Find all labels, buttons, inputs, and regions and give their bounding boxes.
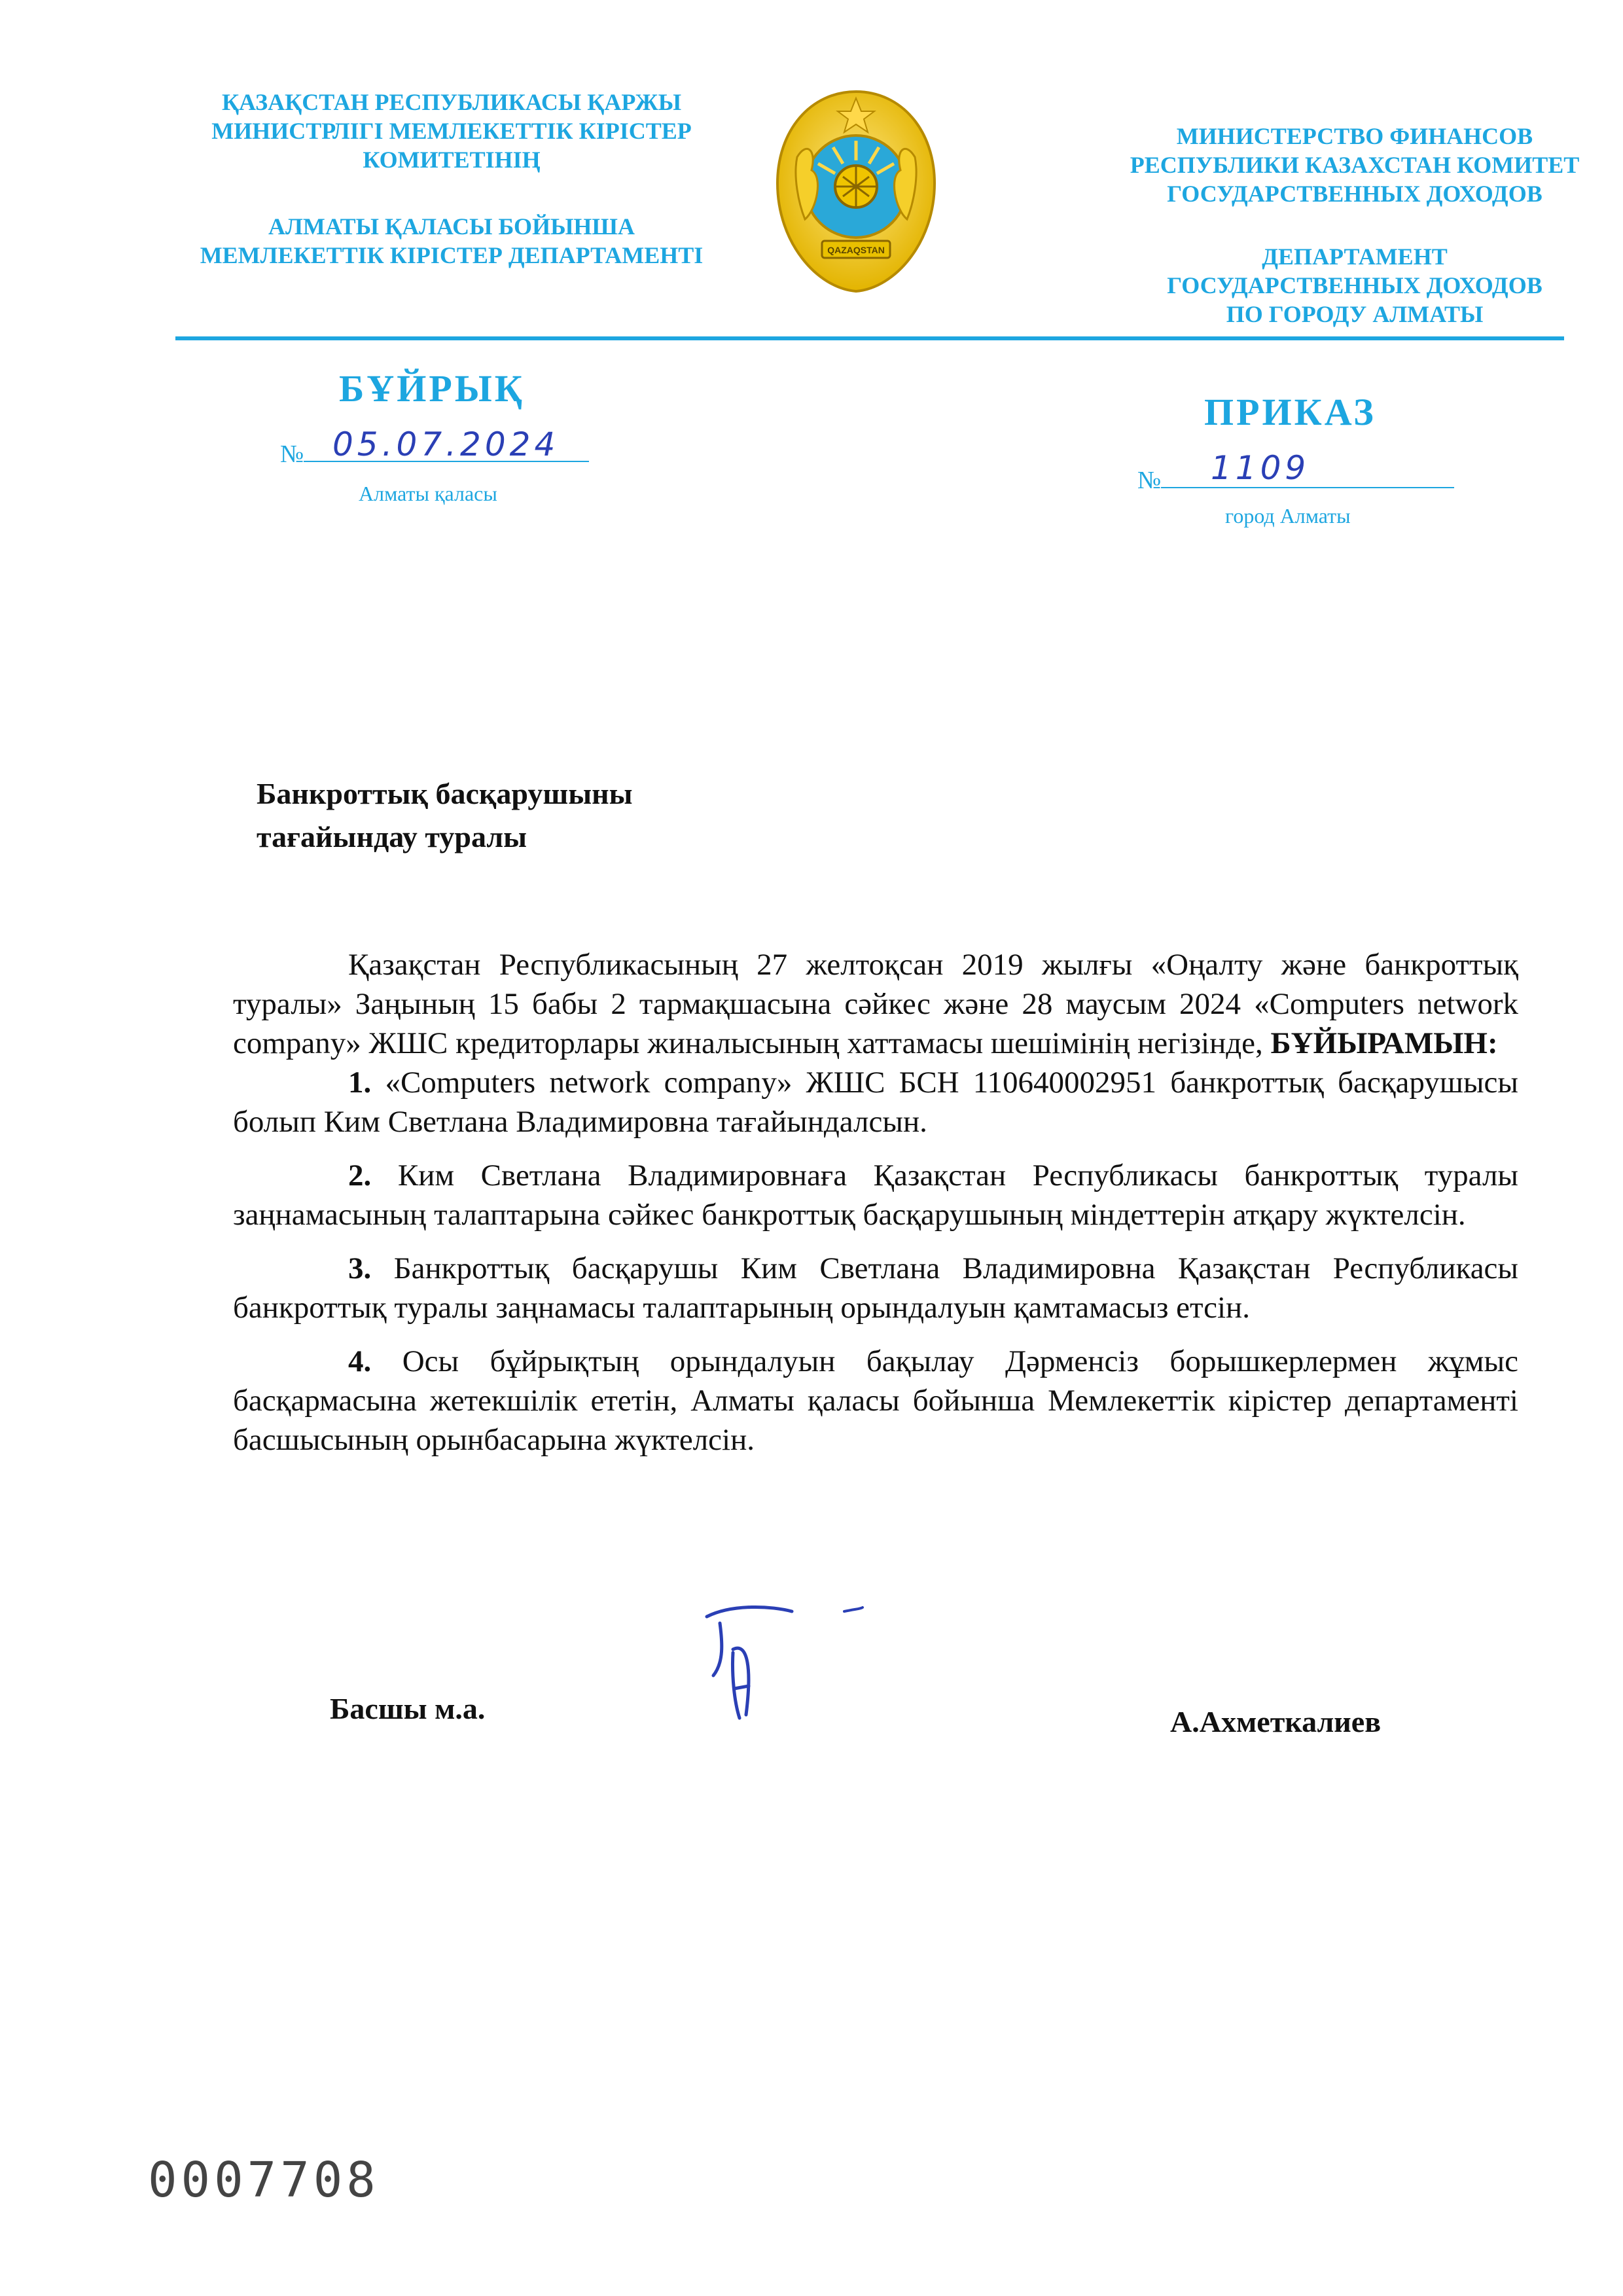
list-item [233, 1249, 1518, 1327]
order-body [233, 945, 1518, 1460]
handwritten-signature-icon [694, 1597, 864, 1741]
intro-text: Қазақстан Республикасының 27 желтоқсан 2019 жылғы «Оңалту және банкроттық туралы» Заңының 15 бабы 2 тармақшасына сәйкес және 28 маусым 2024 «Computers network company» ЖШС кредиторлары жиналысының хаттамасы шешімінің негізінде, [233, 948, 1518, 1060]
city-kz: Алматы қаласы [359, 482, 497, 505]
list-item [233, 1342, 1518, 1460]
item-number: 1. [348, 1066, 372, 1100]
header-left-line: МЕМЛЕКЕТТІК КІРІСТЕР ДЕПАРТАМЕНТІ [200, 242, 704, 268]
header-right-line: ГОСУДАРСТВЕННЫХ ДОХОДОВ [1167, 181, 1543, 207]
header-right-line: ГОСУДАРСТВЕННЫХ ДОХОДОВ [1167, 272, 1543, 298]
state-emblem-icon [771, 79, 941, 301]
header-right-ru [1060, 122, 1623, 329]
signature-role: Басшы м.а. [330, 1692, 486, 1725]
subject-line: Банкроттық басқарушыны [257, 777, 633, 810]
item-text: Банкроттық басқарушы Ким Светлана Владимировна Қазақстан Республикасы банкроттық туралы заңнамасы талаптарының орындалуын қамтамасыз етсін. [233, 1251, 1518, 1325]
number-sign: № [280, 440, 304, 468]
list-item [233, 1063, 1518, 1141]
header-left-line: КОМИТЕТІНІҢ [363, 147, 541, 173]
intro-bold: БҰЙЫРАМЫН: [1270, 1026, 1498, 1060]
serial-number: 0007708 [148, 2152, 380, 2208]
city-ru: город Алматы [1225, 504, 1351, 528]
header-right-line: ПО ГОРОДУ АЛМАТЫ [1226, 301, 1484, 327]
header-left-kz [157, 88, 746, 270]
handwritten-date: 05.07.2024 [332, 425, 560, 463]
header-left-line: ҚАЗАҚСТАН РЕСПУБЛИКАСЫ ҚАРЖЫ [221, 89, 682, 115]
header-right-line: РЕСПУБЛИКИ КАЗАХСТАН КОМИТЕТ [1130, 152, 1580, 178]
header-right-line: ДЕПАРТАМЕНТ [1262, 243, 1448, 270]
item-text: Осы бұйрықтың орындалуын бақылау Дәрменсіз борышкерлермен жұмыс басқармасына жетекшілік ететін, Алматы қаласы бойынша Мемлекеттік кірістер департаменті басшысының орынбасарына жүктелсін. [233, 1344, 1518, 1457]
item-number: 4. [348, 1344, 372, 1378]
signatory-name: А.Ахметкалиев [1170, 1705, 1382, 1738]
order-title-kz: БҰЙРЫҚ [339, 367, 525, 410]
header-right-line: МИНИСТЕРСТВО ФИНАНСОВ [1176, 123, 1533, 149]
item-text: Ким Светлана Владимировнаға Қазақстан Республикасы банкроттық туралы заңнамасының талаптарына сәйкес банкроттық басқарушының міндеттерін атқару жүктелсін. [233, 1158, 1518, 1232]
intro-paragraph [233, 945, 1518, 1063]
header-left-line: МИНИСТРЛІГІ МЕМЛЕКЕТТІК КІРІСТЕР [211, 118, 692, 144]
order-subject [257, 772, 633, 859]
item-number: 3. [348, 1251, 372, 1285]
list-item [233, 1156, 1518, 1234]
item-text: «Computers network company» ЖШС БСН 110640002951 банкроттық басқарушысы болып Ким Светлана Владимировна тағайындалсын. [233, 1066, 1518, 1139]
item-number: 2. [348, 1158, 372, 1193]
header-left-line: АЛМАТЫ ҚАЛАСЫ БОЙЫНША [268, 213, 635, 240]
header-divider [175, 336, 1564, 340]
order-title-ru: ПРИКАЗ [1204, 391, 1376, 433]
emblem-ribbon-text: QAZAQSTAN [827, 245, 885, 255]
number-sign: № [1137, 467, 1162, 494]
subject-line: тағайындау туралы [257, 820, 527, 853]
handwritten-number: 1109 [1211, 449, 1310, 487]
